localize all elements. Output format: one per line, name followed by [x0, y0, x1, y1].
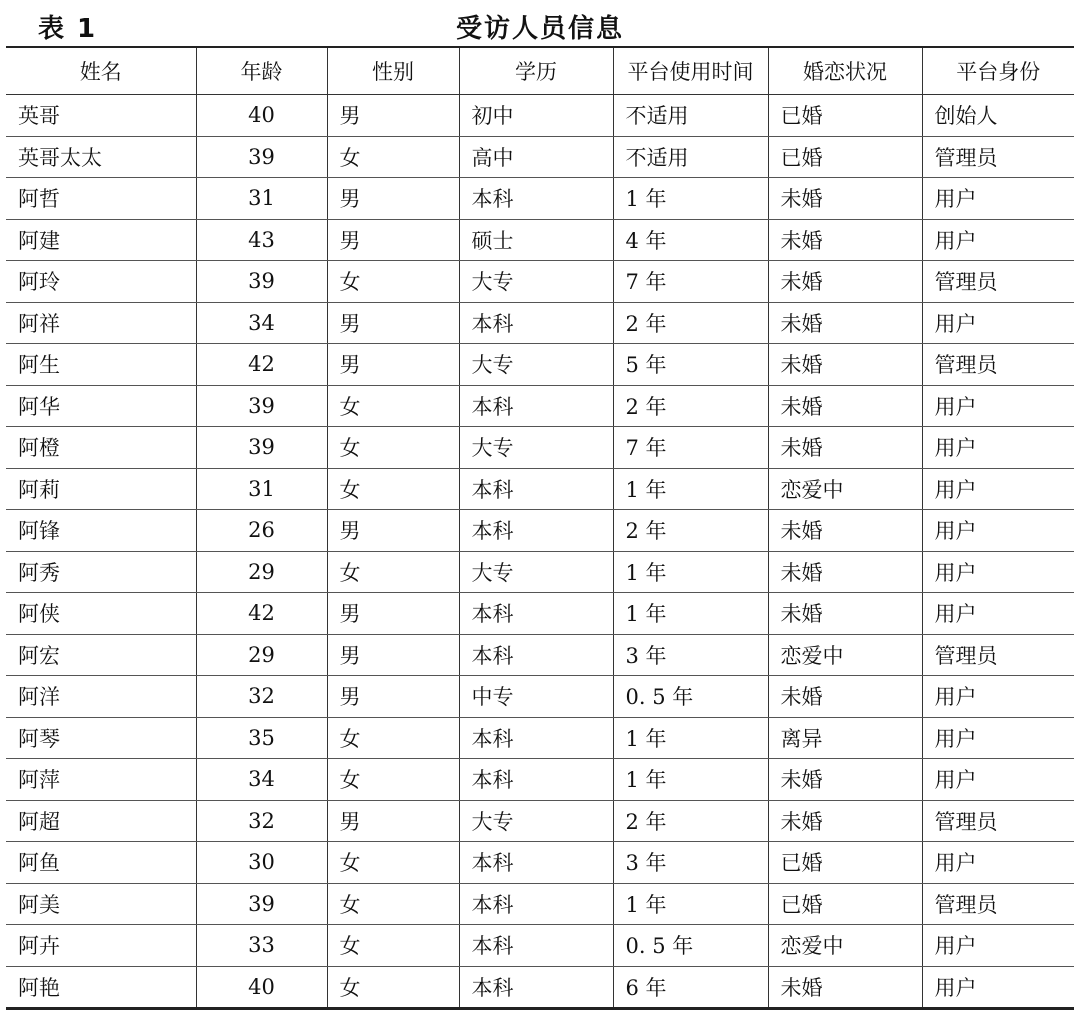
gender-cell: 男	[327, 800, 459, 842]
platform-role-cell: 用户	[922, 966, 1074, 1009]
name-cell: 阿建	[6, 219, 196, 261]
gender-cell: 男	[327, 302, 459, 344]
education-cell: 本科	[459, 634, 613, 676]
column-header-age: 年龄	[196, 47, 327, 95]
usage-time-cell: 1 年	[613, 883, 768, 925]
age-cell: 30	[196, 842, 327, 884]
usage-time-cell: 1 年	[613, 717, 768, 759]
table-row	[6, 385, 1074, 427]
marital-status-cell: 未婚	[768, 759, 922, 801]
marital-status-cell: 离异	[768, 717, 922, 759]
gender-cell: 女	[327, 468, 459, 510]
marital-status-cell: 未婚	[768, 385, 922, 427]
table-row	[6, 95, 1074, 137]
marital-status-cell: 恋爱中	[768, 468, 922, 510]
table-row	[6, 966, 1074, 1009]
platform-role-cell: 用户	[922, 842, 1074, 884]
education-cell: 本科	[459, 966, 613, 1009]
platform-role-cell: 管理员	[922, 136, 1074, 178]
table-number: 表 1	[38, 14, 98, 44]
table-body	[6, 95, 1074, 1009]
usage-time-cell: 4 年	[613, 219, 768, 261]
platform-role-cell: 用户	[922, 468, 1074, 510]
age-cell: 32	[196, 676, 327, 718]
age-cell: 39	[196, 385, 327, 427]
education-cell: 本科	[459, 925, 613, 967]
education-cell: 硕士	[459, 219, 613, 261]
table-row	[6, 261, 1074, 303]
marital-status-cell: 已婚	[768, 95, 922, 137]
usage-time-cell: 2 年	[613, 800, 768, 842]
marital-status-cell: 未婚	[768, 551, 922, 593]
marital-status-cell: 未婚	[768, 593, 922, 635]
age-cell: 29	[196, 634, 327, 676]
platform-role-cell: 用户	[922, 510, 1074, 552]
gender-cell: 女	[327, 883, 459, 925]
marital-status-cell: 未婚	[768, 219, 922, 261]
gender-cell: 男	[327, 593, 459, 635]
age-cell: 32	[196, 800, 327, 842]
age-cell: 35	[196, 717, 327, 759]
name-cell: 阿锋	[6, 510, 196, 552]
usage-time-cell: 2 年	[613, 385, 768, 427]
usage-time-cell: 7 年	[613, 261, 768, 303]
column-header-gender: 性别	[327, 47, 459, 95]
usage-time-cell: 6 年	[613, 966, 768, 1009]
platform-role-cell: 用户	[922, 219, 1074, 261]
marital-status-cell: 未婚	[768, 261, 922, 303]
name-cell: 阿萍	[6, 759, 196, 801]
usage-time-cell: 5 年	[613, 344, 768, 386]
marital-status-cell: 已婚	[768, 883, 922, 925]
gender-cell: 女	[327, 759, 459, 801]
column-header-name: 姓名	[6, 47, 196, 95]
marital-status-cell: 恋爱中	[768, 634, 922, 676]
usage-time-cell: 7 年	[613, 427, 768, 469]
education-cell: 大专	[459, 261, 613, 303]
marital-status-cell: 未婚	[768, 966, 922, 1009]
usage-time-cell: 1 年	[613, 759, 768, 801]
column-header-platform-role: 平台身份	[922, 47, 1074, 95]
table-row	[6, 925, 1074, 967]
platform-role-cell: 用户	[922, 676, 1074, 718]
interviewee-table	[6, 46, 1074, 1010]
platform-role-cell: 创始人	[922, 95, 1074, 137]
name-cell: 阿宏	[6, 634, 196, 676]
name-cell: 阿艳	[6, 966, 196, 1009]
age-cell: 34	[196, 759, 327, 801]
age-cell: 34	[196, 302, 327, 344]
table-row	[6, 842, 1074, 884]
education-cell: 本科	[459, 593, 613, 635]
marital-status-cell: 未婚	[768, 676, 922, 718]
gender-cell: 女	[327, 717, 459, 759]
marital-status-cell: 未婚	[768, 800, 922, 842]
name-cell: 阿玲	[6, 261, 196, 303]
education-cell: 本科	[459, 759, 613, 801]
usage-time-cell: 0. 5 年	[613, 925, 768, 967]
gender-cell: 女	[327, 136, 459, 178]
platform-role-cell: 用户	[922, 385, 1074, 427]
age-cell: 43	[196, 219, 327, 261]
education-cell: 本科	[459, 717, 613, 759]
age-cell: 31	[196, 468, 327, 510]
name-cell: 阿秀	[6, 551, 196, 593]
education-cell: 本科	[459, 385, 613, 427]
table-row	[6, 136, 1074, 178]
platform-role-cell: 用户	[922, 717, 1074, 759]
table-row	[6, 178, 1074, 220]
marital-status-cell: 未婚	[768, 302, 922, 344]
marital-status-cell: 未婚	[768, 178, 922, 220]
usage-time-cell: 不适用	[613, 95, 768, 137]
usage-time-cell: 不适用	[613, 136, 768, 178]
table-row	[6, 427, 1074, 469]
gender-cell: 女	[327, 842, 459, 884]
name-cell: 阿美	[6, 883, 196, 925]
gender-cell: 男	[327, 510, 459, 552]
table-row	[6, 759, 1074, 801]
usage-time-cell: 1 年	[613, 593, 768, 635]
education-cell: 高中	[459, 136, 613, 178]
name-cell: 阿侠	[6, 593, 196, 635]
table-row	[6, 510, 1074, 552]
name-cell: 阿生	[6, 344, 196, 386]
education-cell: 本科	[459, 842, 613, 884]
platform-role-cell: 用户	[922, 302, 1074, 344]
name-cell: 英哥太太	[6, 136, 196, 178]
table-row	[6, 344, 1074, 386]
age-cell: 40	[196, 966, 327, 1009]
gender-cell: 女	[327, 385, 459, 427]
platform-role-cell: 管理员	[922, 800, 1074, 842]
education-cell: 大专	[459, 551, 613, 593]
table-title: 受访人员信息	[455, 14, 624, 44]
platform-role-cell: 用户	[922, 925, 1074, 967]
education-cell: 初中	[459, 95, 613, 137]
education-cell: 中专	[459, 676, 613, 718]
table-row	[6, 800, 1074, 842]
name-cell: 阿橙	[6, 427, 196, 469]
header-row	[6, 47, 1074, 95]
platform-role-cell: 用户	[922, 759, 1074, 801]
column-header-marital-status: 婚恋状况	[768, 47, 922, 95]
table-row	[6, 883, 1074, 925]
age-cell: 31	[196, 178, 327, 220]
column-header-usage-time: 平台使用时间	[613, 47, 768, 95]
education-cell: 大专	[459, 427, 613, 469]
usage-time-cell: 1 年	[613, 468, 768, 510]
gender-cell: 男	[327, 95, 459, 137]
usage-time-cell: 3 年	[613, 842, 768, 884]
platform-role-cell: 管理员	[922, 883, 1074, 925]
education-cell: 本科	[459, 510, 613, 552]
age-cell: 26	[196, 510, 327, 552]
name-cell: 阿祥	[6, 302, 196, 344]
education-cell: 本科	[459, 883, 613, 925]
gender-cell: 男	[327, 344, 459, 386]
age-cell: 39	[196, 883, 327, 925]
gender-cell: 女	[327, 261, 459, 303]
usage-time-cell: 2 年	[613, 302, 768, 344]
name-cell: 阿琴	[6, 717, 196, 759]
education-cell: 本科	[459, 468, 613, 510]
age-cell: 39	[196, 427, 327, 469]
marital-status-cell: 已婚	[768, 842, 922, 884]
age-cell: 42	[196, 593, 327, 635]
platform-role-cell: 用户	[922, 551, 1074, 593]
education-cell: 本科	[459, 302, 613, 344]
age-cell: 39	[196, 136, 327, 178]
education-cell: 大专	[459, 800, 613, 842]
age-cell: 40	[196, 95, 327, 137]
age-cell: 33	[196, 925, 327, 967]
name-cell: 阿哲	[6, 178, 196, 220]
marital-status-cell: 未婚	[768, 510, 922, 552]
usage-time-cell: 1 年	[613, 178, 768, 220]
name-cell: 阿洋	[6, 676, 196, 718]
education-cell: 大专	[459, 344, 613, 386]
platform-role-cell: 用户	[922, 427, 1074, 469]
name-cell: 阿超	[6, 800, 196, 842]
platform-role-cell: 管理员	[922, 261, 1074, 303]
table-row	[6, 717, 1074, 759]
name-cell: 阿莉	[6, 468, 196, 510]
marital-status-cell: 恋爱中	[768, 925, 922, 967]
name-cell: 英哥	[6, 95, 196, 137]
gender-cell: 男	[327, 219, 459, 261]
table-row	[6, 468, 1074, 510]
table-row	[6, 634, 1074, 676]
gender-cell: 女	[327, 966, 459, 1009]
usage-time-cell: 3 年	[613, 634, 768, 676]
platform-role-cell: 用户	[922, 593, 1074, 635]
column-header-education: 学历	[459, 47, 613, 95]
marital-status-cell: 未婚	[768, 344, 922, 386]
gender-cell: 女	[327, 925, 459, 967]
gender-cell: 男	[327, 178, 459, 220]
name-cell: 阿鱼	[6, 842, 196, 884]
gender-cell: 女	[327, 551, 459, 593]
gender-cell: 男	[327, 676, 459, 718]
usage-time-cell: 2 年	[613, 510, 768, 552]
gender-cell: 男	[327, 634, 459, 676]
name-cell: 阿卉	[6, 925, 196, 967]
platform-role-cell: 管理员	[922, 634, 1074, 676]
age-cell: 42	[196, 344, 327, 386]
table-row	[6, 551, 1074, 593]
table-row	[6, 676, 1074, 718]
platform-role-cell: 用户	[922, 178, 1074, 220]
name-cell: 阿华	[6, 385, 196, 427]
gender-cell: 女	[327, 427, 459, 469]
age-cell: 39	[196, 261, 327, 303]
table-row	[6, 302, 1074, 344]
platform-role-cell: 管理员	[922, 344, 1074, 386]
table-row	[6, 219, 1074, 261]
table-caption	[0, 0, 1080, 46]
usage-time-cell: 0. 5 年	[613, 676, 768, 718]
marital-status-cell: 已婚	[768, 136, 922, 178]
age-cell: 29	[196, 551, 327, 593]
table-row	[6, 593, 1074, 635]
education-cell: 本科	[459, 178, 613, 220]
usage-time-cell: 1 年	[613, 551, 768, 593]
marital-status-cell: 未婚	[768, 427, 922, 469]
